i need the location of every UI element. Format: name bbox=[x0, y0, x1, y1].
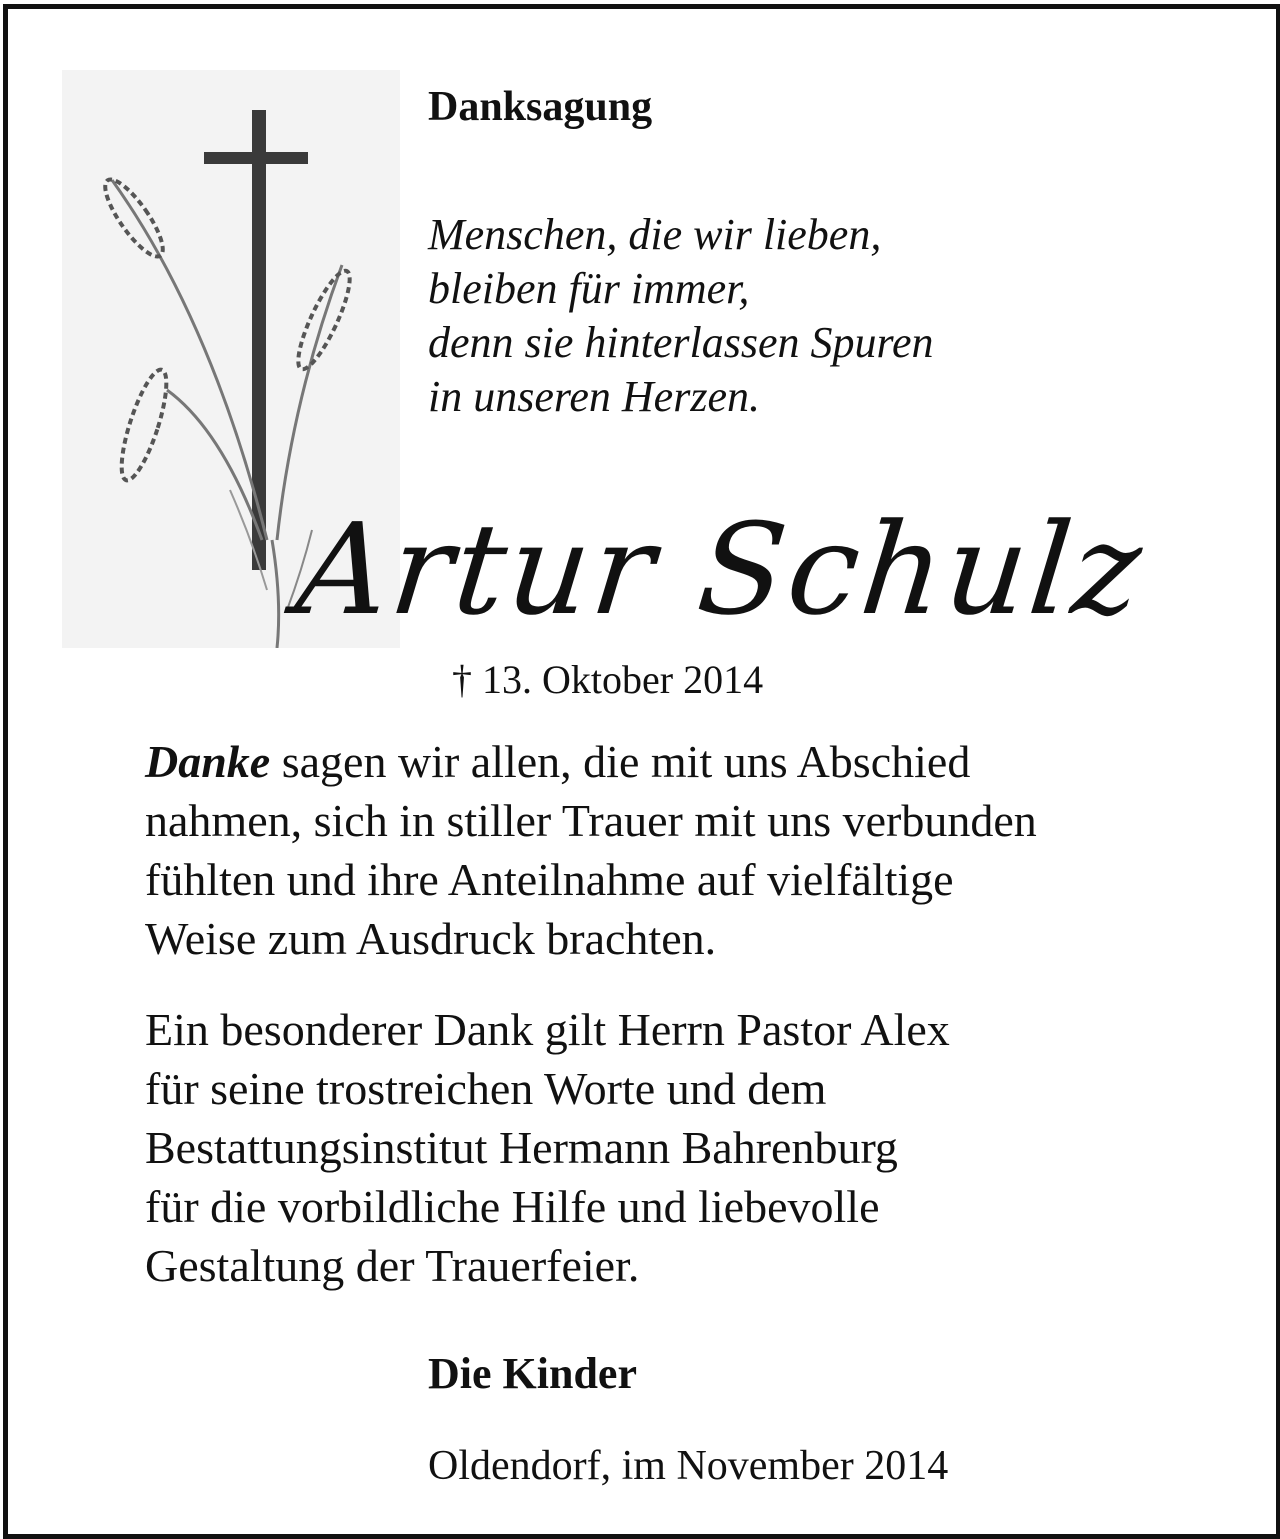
poem-line: denn sie hinterlassen Spuren bbox=[428, 318, 934, 367]
thanks-paragraph bbox=[145, 732, 1037, 968]
poem-line: Menschen, die wir lieben, bbox=[428, 210, 882, 259]
paragraph-line: nahmen, sich in stiller Trauer mit uns verbunden bbox=[145, 795, 1037, 846]
deceased-name: Artur Schulz bbox=[290, 496, 1151, 643]
thanks-lead: Danke bbox=[145, 736, 271, 787]
paragraph-line: Weise zum Ausdruck brachten. bbox=[145, 913, 717, 964]
poem-line: in unseren Herzen. bbox=[428, 372, 760, 421]
signature: Die Kinder bbox=[428, 1349, 637, 1398]
paragraph-line: fühlten und ihre Anteilnahme auf vielfältige bbox=[145, 854, 954, 905]
poem-line: bleiben für immer, bbox=[428, 264, 750, 313]
paragraph-line: Bestattungsinstitut Hermann Bahrenburg bbox=[145, 1122, 898, 1173]
thanks-first-line: sagen wir allen, die mit uns Abschied bbox=[270, 736, 971, 787]
special-thanks-paragraph bbox=[145, 1000, 950, 1295]
death-date: † 13. Oktober 2014 bbox=[452, 657, 764, 702]
paragraph-line bbox=[145, 732, 1037, 791]
paragraph-line: Gestaltung der Trauerfeier. bbox=[145, 1240, 640, 1291]
heading: Danksagung bbox=[428, 84, 653, 130]
place-date: Oldendorf, im November 2014 bbox=[428, 1443, 949, 1489]
paragraph-line: für die vorbildliche Hilfe und liebevolle bbox=[145, 1181, 880, 1232]
paragraph-line: für seine trostreichen Worte und dem bbox=[145, 1063, 827, 1114]
poem bbox=[428, 208, 934, 424]
paragraph-line: Ein besonderer Dank gilt Herrn Pastor Alex bbox=[145, 1004, 950, 1055]
